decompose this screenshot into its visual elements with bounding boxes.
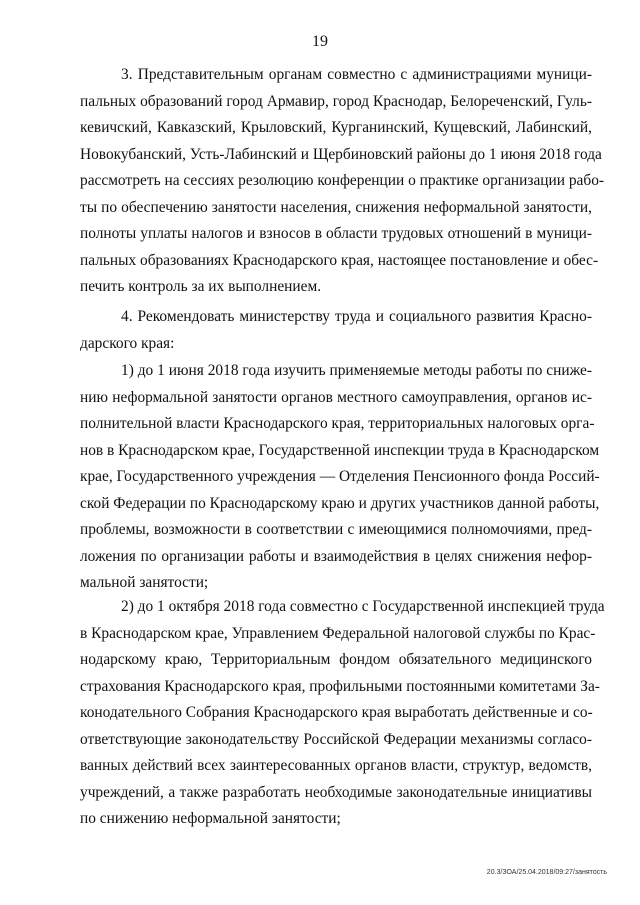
text-line: страхования Краснодарского края, профильными постоянными комитетами За- (80, 677, 600, 695)
text-line: ложения по организации работы и взаимодействия в целях снижения нефор- (80, 547, 592, 565)
text-line: печить контроль за их выполнением. (80, 278, 322, 295)
text-line: полнительной власти Краснодарского края, территориальных налоговых орга- (80, 415, 595, 432)
text-line: проблемы, возможности в соответствии с имеющимися полномочиями, пред- (80, 521, 592, 538)
text-line: учреждений, а также разработать необходимые законодательные инициативы (80, 783, 592, 801)
text-line: нию неформальной занятости органов местного самоуправления, органов ис- (80, 388, 592, 406)
text-line: крае, Государственного учреждения — Отделения Пенсионного фонда Россий- (80, 468, 600, 485)
text-line: Новокубанский, Усть-Лабинский и Щербиновский районы до 1 июня 2018 года (80, 145, 602, 163)
text-line: пальных образований город Армавир, город Краснодар, Белореченский, Гуль- (80, 92, 592, 110)
text-line: мальной занятости; (80, 574, 209, 591)
text-line: в Краснодарском крае, Управлением Федеральной налоговой службы по Крас- (80, 624, 596, 642)
text-line: кевичский, Кавказский, Крыловский, Курганинский, Кущевский, Лабинский, (80, 119, 592, 136)
text-line: 3. Представительным органам совместно с администрациями муници- (121, 66, 592, 83)
text-line: рассмотреть на сессиях резолюцию конференции о практике организации рабо- (80, 172, 605, 189)
text-line: нов в Краснодарском крае, Государственной инспекции труда в Краснодарском (80, 441, 600, 459)
text-line: нодарскому краю, Территориальным фондом обязательного медицинского (80, 651, 592, 668)
footer-stamp: 20.3/ЗОА/25.04.2018/09:27/занятость (486, 869, 607, 876)
text-line: дарского края: (80, 334, 175, 352)
text-line: ской Федерации по Краснодарскому краю и других участников данной работы, (80, 494, 600, 512)
text-line: полноты уплаты налогов и взносов в области трудовых отношений в муници- (80, 225, 592, 242)
text-line: конодательного Собрания Краснодарского края выработать действенные и со- (80, 704, 593, 721)
text-line: ты по обеспечению занятости населения, снижения неформальной занятости, (80, 198, 592, 216)
text-line: 1) до 1 июня 2018 года изучить применяемые методы работы по сниже- (121, 362, 592, 379)
text-line: по снижению неформальной занятости; (80, 810, 341, 827)
text-line: ответствующие законодательству Российской Федерации механизмы согласо- (80, 730, 592, 748)
text-line: пальных образованиях Краснодарского края, настоящее постановление и обес- (80, 251, 599, 269)
text-line: ванных действий всех заинтересованных органов власти, структур, ведомств, (80, 757, 592, 774)
page-number: 19 (312, 33, 328, 50)
text-line: 4. Рекомендовать министерству труда и социального развития Красно- (121, 308, 592, 325)
text-line: 2) до 1 октября 2018 года совместно с Государственной инспекцией труда (121, 598, 605, 615)
